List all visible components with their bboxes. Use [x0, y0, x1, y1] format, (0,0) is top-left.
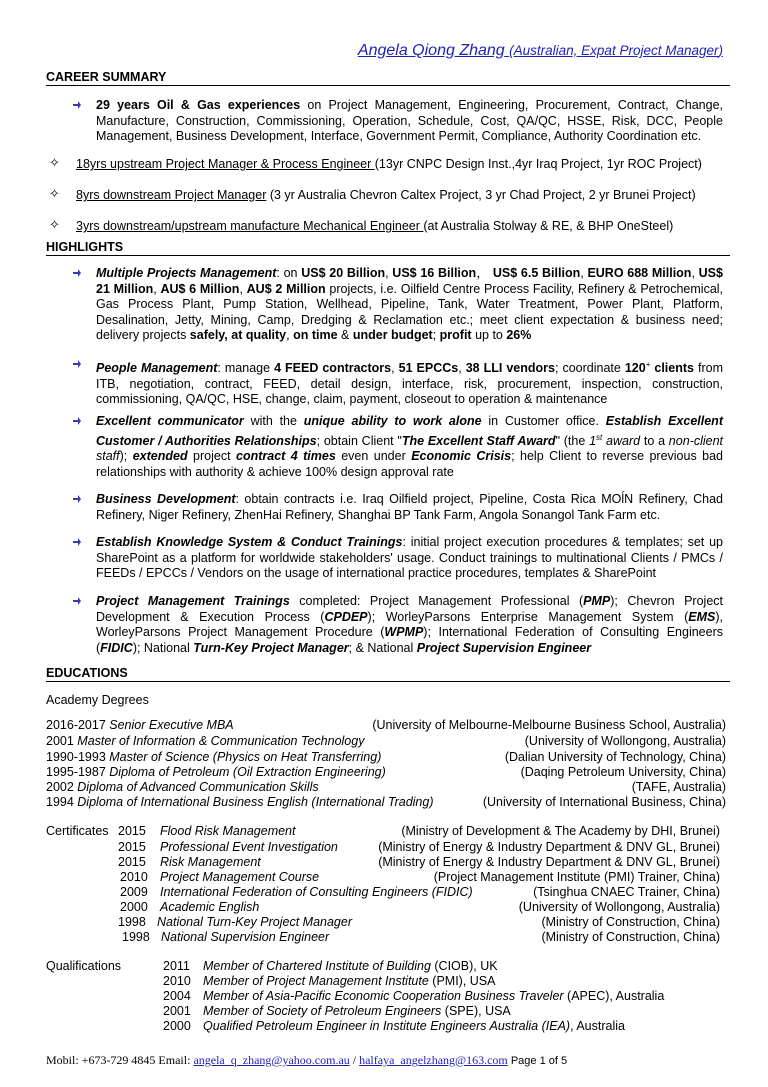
arrow-bullet-icon — [72, 537, 82, 547]
page-number: Page 1 of 5 — [507, 1055, 568, 1067]
degree-row: 1994 Diploma of International Business English (International Trading) (University of International Business, China) — [46, 795, 726, 809]
qualification-row: 2000 Qualified Petroleum Engineer in Institute Engineers Australia (IEA), Australia — [163, 1019, 625, 1033]
certificate-row: 1998 National Supervision Engineer (Ministry of Construction, China) — [122, 930, 720, 944]
email-link-yahoo[interactable]: angela_q_zhang@yahoo.com.au — [193, 1053, 350, 1067]
diamond-bullet-icon: ✧ — [49, 186, 60, 201]
qualifications-label: Qualifications — [46, 959, 122, 973]
degree-row: 2002 Diploma of Advanced Communication Skills (TAFE, Australia) — [46, 780, 726, 794]
qualification-row: 2004 Member of Asia-Pacific Economic Cooperation Business Traveler (APEC), Australia — [163, 989, 665, 1003]
arrow-bullet-icon — [72, 596, 82, 606]
certificate-row: 2015 Risk Management (Ministry of Energy & Industry Department & DNV GL, Brunei) — [118, 855, 720, 869]
career-item: 3yrs downstream/upstream manufacture Mechanical Engineer (at Australia Stolway & RE, & BHP OneSteel) — [76, 219, 674, 233]
contact-mobile: Mobil: +673-729 4845 Email: — [46, 1053, 194, 1067]
section-educations: EDUCATIONS — [46, 666, 730, 682]
certificates-label: Certificates — [46, 824, 109, 838]
candidate-subtitle: Australian, Expat Project Manager — [513, 43, 719, 58]
certificate-row: 2015 Professional Event Investigation (Ministry of Energy & Industry Department & DNV GL, Brunei) — [118, 840, 720, 854]
career-item: 18yrs upstream Project Manager & Process Engineer (13yr CNPC Design Inst.,4yr Iraq Project, 1yr ROC Project) — [76, 157, 702, 171]
certificate-row: 2010 Project Management Course (Project Management Institute (PMI) Trainer, China) — [120, 870, 720, 884]
degree-row: 1995-1987 Diploma of Petroleum (Oil Extraction Engineering) (Daqing Petroleum University, China) — [46, 765, 726, 779]
degree-row: 2016-2017 Senior Executive MBA (University of Melbourne-Melbourne Business School, Australia) — [46, 718, 726, 732]
degree-row: 2001 Master of Information & Communication Technology (University of Wollongong, Australia) — [46, 734, 726, 748]
page-footer: Mobil: +673-729 4845 Email: angela_q_zhang@yahoo.com.au / halfaya_angelzhang@163.com Page 1 of 5 — [46, 1053, 568, 1067]
certificate-row: 1998 National Turn-Key Project Manager (Ministry of Construction, China) — [118, 915, 720, 929]
arrow-bullet-icon — [72, 359, 82, 369]
diamond-bullet-icon: ✧ — [49, 155, 60, 170]
arrow-bullet-icon — [72, 268, 82, 278]
arrow-bullet-icon — [72, 416, 82, 426]
certificate-row: 2000 Academic English (University of Wollongong, Australia) — [120, 900, 720, 914]
qualification-row: 2011 Member of Chartered Institute of Building (CIOB), UK — [163, 959, 498, 973]
diamond-bullet-icon: ✧ — [49, 217, 60, 232]
section-career-summary: CAREER SUMMARY — [46, 70, 730, 86]
certificate-row: 2015 Flood Risk Management (Ministry of Development & The Academy by DHI, Brunei) — [118, 824, 720, 838]
academy-label: Academy Degrees — [46, 693, 149, 707]
career-item: 8yrs downstream Project Manager (3 yr Australia Chevron Caltex Project, 3 yr Chad Project, 2 yr Brunei Project) — [76, 188, 696, 202]
arrow-bullet-icon — [72, 100, 82, 110]
qualification-row: 2001 Member of Society of Petroleum Engineers (SPE), USA — [163, 1004, 511, 1018]
degree-row: 1990-1993 Master of Science (Physics on Heat Transferring) (Dalian University of Technology, China) — [46, 750, 726, 764]
certificate-row: 2009 International Federation of Consulting Engineers (FIDIC) (Tsinghua CNAEC Trainer, China) — [120, 885, 720, 899]
section-highlights: HIGHLIGHTS — [46, 240, 730, 256]
arrow-bullet-icon — [72, 494, 82, 504]
qualification-row: 2010 Member of Project Management Institute (PMI), USA — [163, 974, 496, 988]
email-link-163[interactable]: halfaya_angelzhang@163.com — [359, 1053, 508, 1067]
candidate-name: Angela Qiong Zhang — [357, 42, 505, 59]
resume-title: Angela Qiong Zhang (Australian, Expat Project Manager) — [357, 42, 723, 59]
